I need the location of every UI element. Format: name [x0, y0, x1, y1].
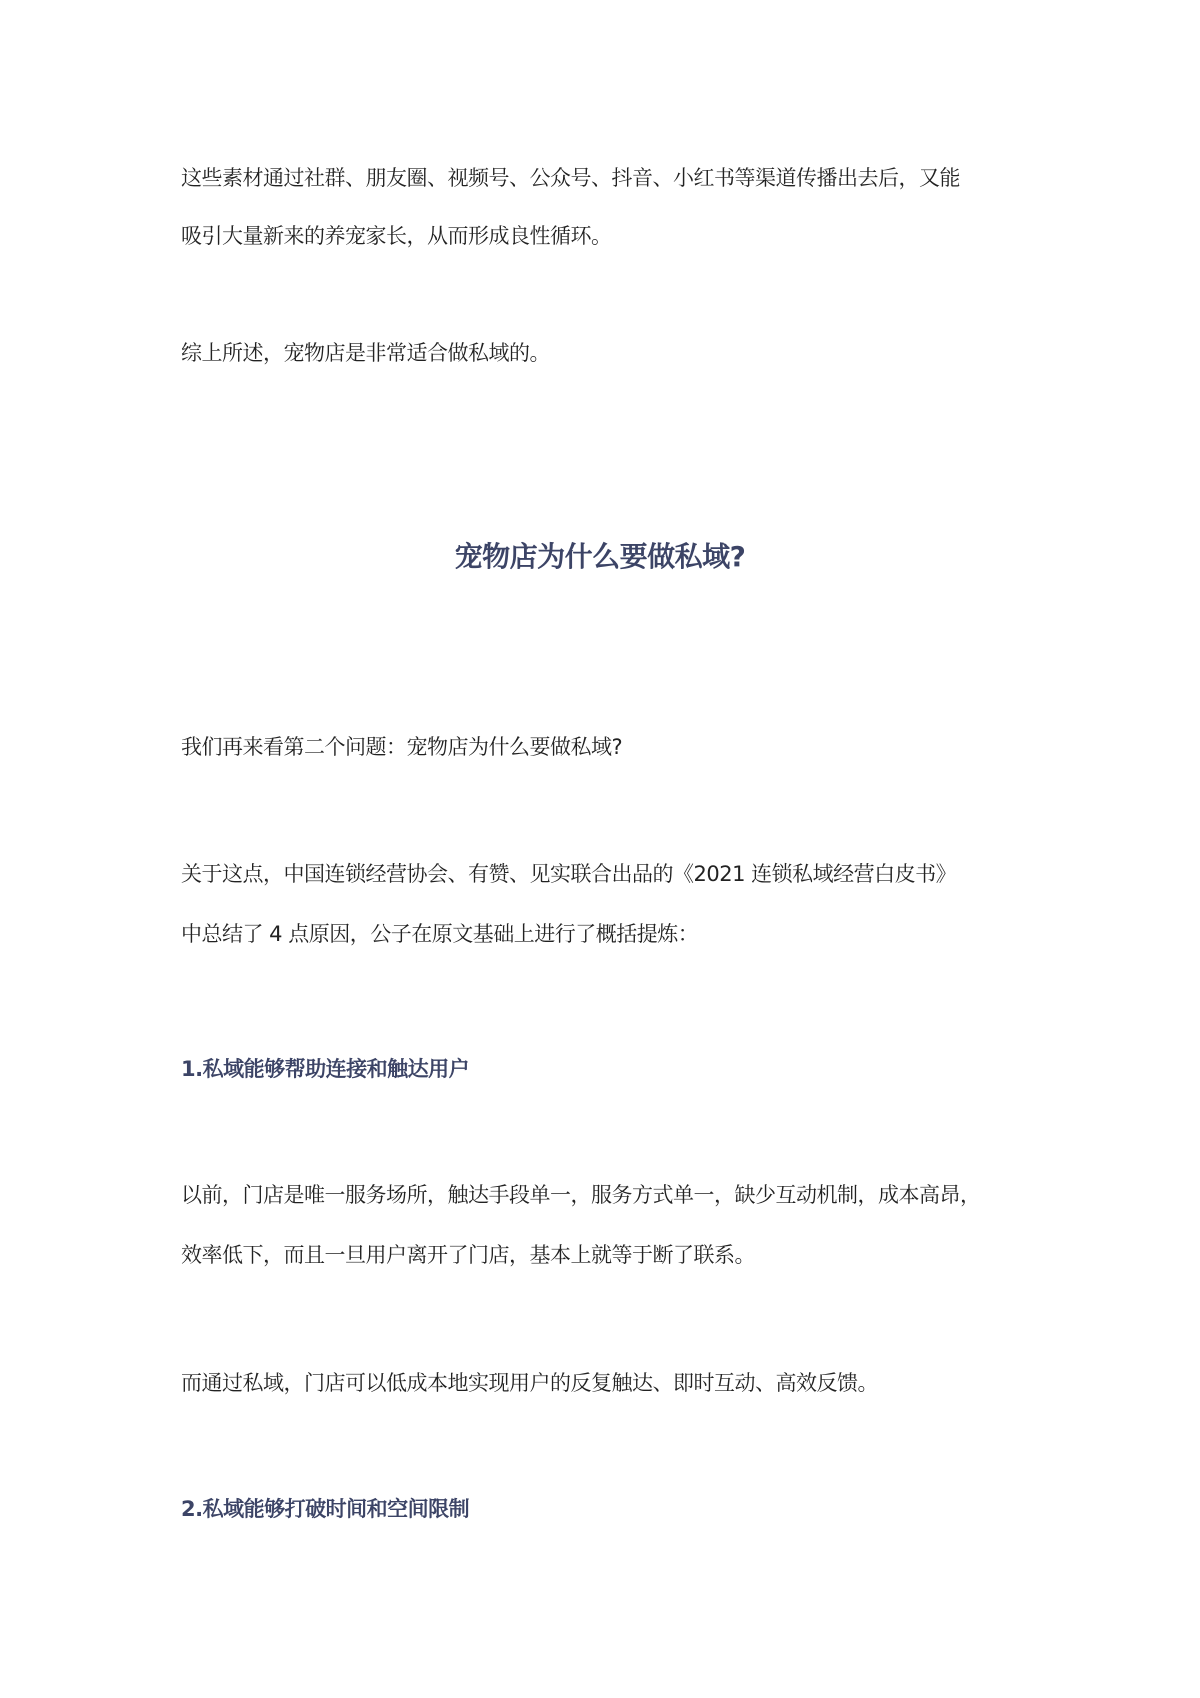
paragraph-line: 综上所述，宠物店是非常适合做私域的。 [181, 341, 550, 365]
paragraph-line: 我们再来看第二个问题：宠物店为什么要做私域? [181, 735, 623, 759]
paragraph-line: 这些素材通过社群、朋友圈、视频号、公众号、抖音、小红书等渠道传播出去后，又能 [181, 166, 960, 190]
paragraph-line: 关于这点，中国连锁经营协会、有赞、见实联合出品的《2021 连锁私域经营白皮书》 [181, 862, 957, 886]
paragraph-line: 而通过私域，门店可以低成本地实现用户的反复触达、即时互动、高效反馈。 [181, 1371, 878, 1395]
point-2-heading: 2.私域能够打破时间和空间限制 [181, 1497, 470, 1521]
section-title: 宠物店为什么要做私域? [454, 540, 746, 573]
paragraph-line: 吸引大量新来的养宠家长，从而形成良性循环。 [181, 224, 612, 248]
point-1-heading: 1.私域能够帮助连接和触达用户 [181, 1057, 470, 1081]
paragraph-line: 以前，门店是唯一服务场所，触达手段单一，服务方式单一，缺少互动机制，成本高昂， [181, 1183, 981, 1207]
paragraph-line: 中总结了 4 点原因，公子在原文基础上进行了概括提炼： [181, 922, 699, 946]
paragraph-line: 效率低下，而且一旦用户离开了门店，基本上就等于断了联系。 [181, 1243, 755, 1267]
